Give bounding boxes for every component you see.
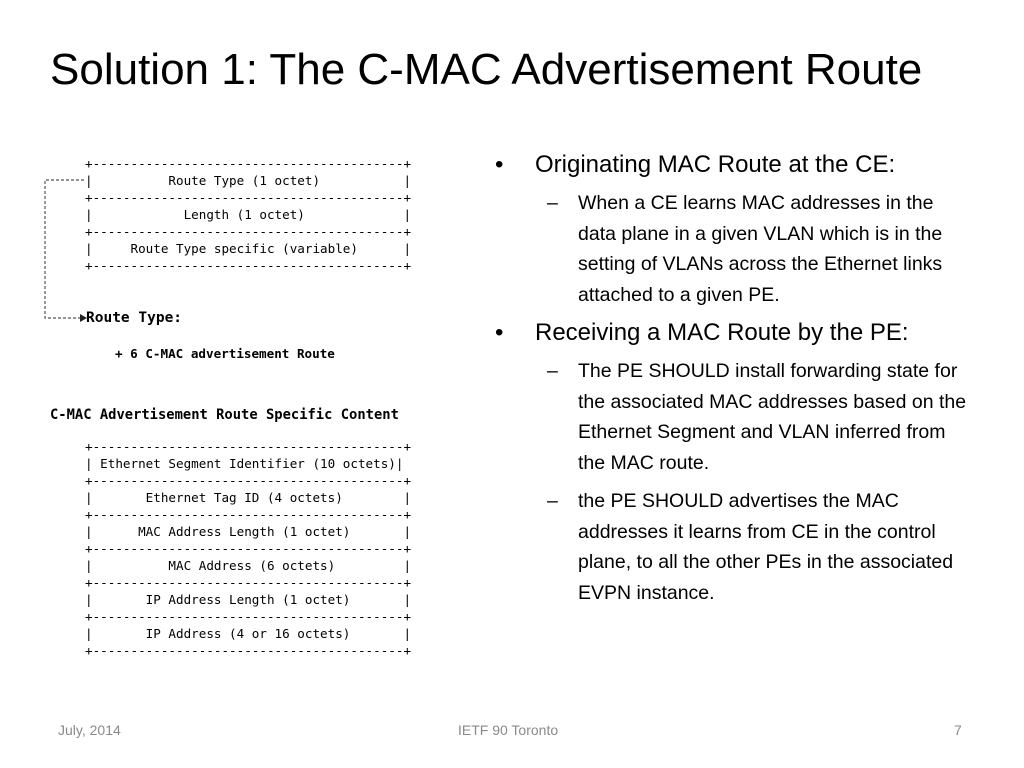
- table-row: | IP Address Length (1 octet) |: [85, 592, 412, 607]
- route-type-label: Route Type:: [86, 310, 183, 326]
- slide-title: Solution 1: The C-MAC Advertisement Route: [50, 45, 923, 94]
- table-border: +-----------------------------------------+: [85, 507, 412, 522]
- sub-bullet-text: When a CE learns MAC addresses in the data plane in a given VLAN which is in the setting of VLANs across the Ethernet links attached to a given PE.: [578, 192, 943, 306]
- bullet-item: [495, 318, 975, 348]
- bullet-list: [495, 150, 975, 616]
- packet-format-diagram: [40, 150, 490, 670]
- bullet-glyph: •: [495, 151, 504, 178]
- table-border: +-----------------------------------------+: [85, 473, 412, 488]
- sub-bullet-item: [495, 188, 975, 310]
- table-border: +-----------------------------------------+: [85, 609, 412, 624]
- bullet-text: Originating MAC Route at the CE:: [535, 151, 896, 178]
- table-row: | Ethernet Segment Identifier (10 octets)|: [85, 456, 404, 471]
- table-border: +-----------------------------------------+: [85, 643, 412, 658]
- dash-glyph: –: [547, 360, 558, 382]
- table-row: | Route Type specific (variable) |: [85, 241, 412, 256]
- bullet-glyph: •: [495, 319, 504, 346]
- dash-glyph: –: [547, 192, 558, 214]
- specific-content-title: C-MAC Advertisement Route Specific Content: [50, 407, 399, 423]
- sub-bullet-item: [495, 356, 975, 478]
- table-border: +-----------------------------------------+: [85, 439, 412, 454]
- table-border: +-----------------------------------------+: [85, 156, 412, 171]
- table-row: | Length (1 octet) |: [85, 207, 412, 222]
- dash-glyph: –: [547, 490, 558, 512]
- sub-bullet-text: the PE SHOULD advertises the MAC addresses it learns from CE in the control plane, to all the other PEs in the associated EVPN instance.: [578, 490, 954, 604]
- bullet-text: Receiving a MAC Route by the PE:: [535, 319, 909, 346]
- sub-bullet-text: The PE SHOULD install forwarding state for the associated MAC addresses based on the Ethernet Segment and VLAN inferred from the MAC route.: [578, 360, 967, 474]
- table-border: +-----------------------------------------+: [85, 575, 412, 590]
- table-row: | Route Type (1 octet) |: [85, 173, 412, 188]
- table-row: | MAC Address Length (1 octet) |: [85, 524, 412, 539]
- table-border: +-----------------------------------------+: [85, 541, 412, 556]
- table-border: +-----------------------------------------+: [85, 258, 412, 273]
- footer-event: IETF 90 Toronto: [458, 722, 559, 738]
- table-row: | Ethernet Tag ID (4 octets) |: [85, 490, 412, 505]
- footer-page-number: 7: [954, 722, 962, 738]
- sub-bullet-item: [495, 486, 975, 608]
- bullet-item: [495, 150, 975, 180]
- table-row: | MAC Address (6 octets) |: [85, 558, 412, 573]
- table-border: +-----------------------------------------+: [85, 190, 412, 205]
- table-border: +-----------------------------------------+: [85, 224, 412, 239]
- footer-date: July, 2014: [58, 722, 121, 738]
- table-row: | IP Address (4 or 16 octets) |: [85, 626, 412, 641]
- route-type-value: + 6 C-MAC advertisement Route: [115, 346, 335, 361]
